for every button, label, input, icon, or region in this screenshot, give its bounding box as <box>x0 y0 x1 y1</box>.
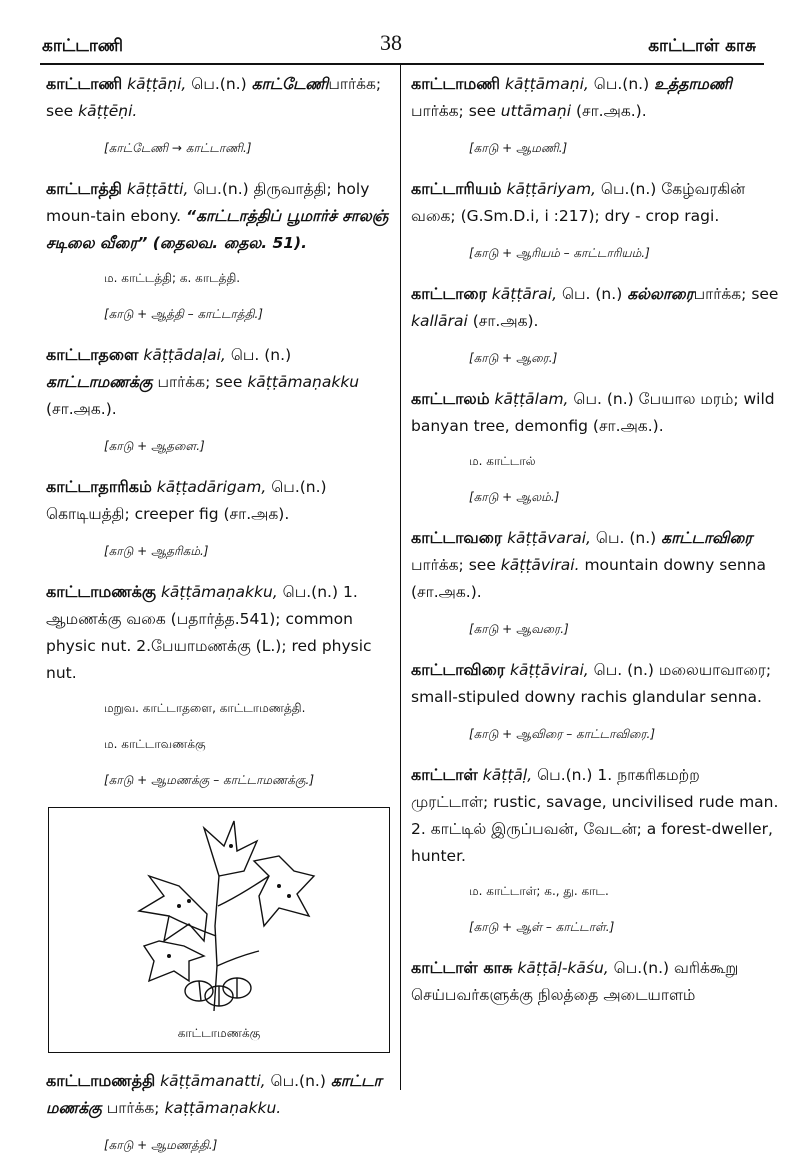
citation-quote: “காட்டாத்திப் பூமார்ச் சாலஞ் சடிலை வீரை” (தைலவ. தைல. 51). <box>46 207 389 252</box>
headword: காட்டாரை <box>411 284 487 303</box>
dictionary-entry <box>46 578 392 687</box>
cross-reference-transliteration: kaṭṭāmaṇakku. <box>164 1099 282 1117</box>
etymology: [காடு + ஆமணத்தி.] <box>104 1138 218 1152</box>
headword: காட்டாதளை <box>46 345 139 364</box>
dictionary-entry <box>411 175 781 230</box>
definition: பார்க்க; see <box>46 75 382 120</box>
definition: பேயால மரம்; wild banyan tree, demonfig (சா.அக.). <box>411 390 775 435</box>
dictionary-entry <box>411 524 781 606</box>
etymology: [காடு + ஆதளை.] <box>104 439 205 453</box>
definition: மலையாவாரை; small-stipuled downy rachis glandular senna. <box>411 661 772 706</box>
header-guide-word-left: காட்டாணி <box>42 36 123 56</box>
part-of-speech: பெ.(n.) <box>282 583 339 601</box>
cross-reference-transliteration: kāṭṭāvirai. <box>500 556 580 574</box>
transliteration: kāṭṭāvarai, <box>507 529 591 547</box>
transliteration: kāṭṭāvirai, <box>509 661 589 679</box>
part-of-speech: பெ.(n.) <box>600 180 657 198</box>
part-of-speech: பெ. (n.) <box>593 661 654 679</box>
definition: பார்க்க; see <box>411 102 496 120</box>
cognates-note: ம. காட்டத்தி; க. காடத்தி. <box>104 271 241 285</box>
definition: கேழ்வரகின் வகை; (G.Sm.D.i, i :217); dry - crop ragi. <box>411 180 746 225</box>
dictionary-entry <box>411 280 781 335</box>
definition: வரிக்கூறு செய்பவர்களுக்கு நிலத்தை அடையாளம் <box>411 959 739 1004</box>
dictionary-entry <box>46 175 392 257</box>
etymology: [காட்டேணி → காட்டாணி.] <box>104 141 252 155</box>
dictionary-entry <box>46 1067 392 1122</box>
cognates-note: ம. காட்டால் <box>469 454 536 468</box>
transliteration: kāṭṭāmanatti, <box>160 1072 266 1090</box>
cross-reference: காட்டாவிரை <box>661 529 753 547</box>
part-of-speech: பெ.(n.) <box>193 180 249 198</box>
etymology: [காடு + ஆரியம் – காட்டாரியம்.] <box>469 246 650 260</box>
dictionary-entry <box>46 341 392 423</box>
header-divider <box>40 63 764 65</box>
cross-reference-transliteration: kāṭṭēṇi. <box>78 102 138 120</box>
synonyms-note: மறுவ. காட்டாதளை, காட்டாமணத்தி. <box>104 701 306 715</box>
headword: காட்டாள் காசு <box>411 958 513 977</box>
headword: காட்டாமணி <box>411 74 501 93</box>
headword: காட்டாணி <box>46 74 123 93</box>
dictionary-entry <box>411 656 781 711</box>
part-of-speech: பெ. (n.) <box>573 390 634 408</box>
transliteration: kāṭṭāmaṇakku, <box>160 583 278 601</box>
column-divider <box>400 64 401 1090</box>
dictionary-entry <box>411 70 781 125</box>
transliteration: kāṭṭāḷ, <box>482 766 533 784</box>
source: (சா.அக.). <box>575 102 647 120</box>
headword: காட்டாதாரிகம் <box>46 477 152 496</box>
etymology: [காடு + ஆமணி.] <box>469 141 568 155</box>
cognates-note: ம. காட்டாள்; க., து. காட. <box>469 884 609 898</box>
cross-reference: உத்தாமணி <box>654 75 732 93</box>
part-of-speech: பெ.(n.) <box>191 75 247 93</box>
transliteration: kāṭṭāḷ-kāśu, <box>517 959 609 977</box>
part-of-speech: பெ. (n.) <box>595 529 657 547</box>
dictionary-entry <box>46 473 392 528</box>
part-of-speech: பெ. (n.) <box>561 285 623 303</box>
part-of-speech: பெ.(n.) <box>271 478 327 496</box>
source: (சா.அக.). <box>46 400 117 418</box>
cross-reference: கல்லாரை <box>627 285 694 303</box>
headword: காட்டாமணக்கு <box>46 582 157 601</box>
cross-reference-transliteration: kallārai <box>411 312 468 330</box>
cross-reference-transliteration: uttāmaṇi <box>500 102 572 120</box>
etymology: [காடு + ஆவிரை – காட்டாவிரை.] <box>469 727 656 741</box>
transliteration: kāṭṭārai, <box>491 285 557 303</box>
definition: பார்க்க; see <box>693 285 779 303</box>
cross-reference: காட்டாமணக்கு <box>46 373 153 391</box>
definition: 1. ஆமணக்கு வகை (பதார்த்த.541); common physic nut. 2.பேயாமணக்கு (L.); red physic nut. <box>46 583 372 682</box>
dictionary-entry <box>46 70 392 125</box>
headword: காட்டாள் <box>411 765 478 784</box>
transliteration: kāṭṭātti, <box>126 180 189 198</box>
header-guide-word-right: காட்டாள் காசு <box>648 36 756 56</box>
definition: கொடியத்தி; creeper fig (சா.அக). <box>46 505 290 523</box>
headword: காட்டாவிரை <box>411 660 506 679</box>
etymology: [காடு + ஆதரிகம்.] <box>104 544 209 558</box>
dictionary-entry <box>411 954 781 1009</box>
cognates-note: ம. காட்டாவணக்கு <box>104 737 206 751</box>
definition: பார்க்க; see <box>157 373 243 391</box>
source: (சா.அக). <box>472 312 539 330</box>
headword: காட்டாலம் <box>411 389 490 408</box>
castor-plant-illustration <box>119 816 319 1016</box>
etymology: [காடு + ஆத்தி – காட்டாத்தி.] <box>104 307 263 321</box>
headword: காட்டாரியம் <box>411 179 502 198</box>
definition: பார்க்க; <box>106 1099 160 1117</box>
transliteration: kāṭṭādaḷai, <box>143 346 226 364</box>
definition: பார்க்க; see <box>411 556 496 574</box>
cross-reference-transliteration: kāṭṭāmaṇakku <box>247 373 360 391</box>
transliteration: kāṭṭāṇi, <box>127 75 187 93</box>
right-column <box>411 70 781 1021</box>
page-number: 38 <box>380 30 402 55</box>
part-of-speech: பெ. (n.) <box>230 346 292 364</box>
dictionary-entry <box>411 761 781 870</box>
dictionary-entry <box>411 385 781 440</box>
definition-continued: mountain downy senna (சா.அக.). <box>411 556 766 601</box>
etymology: [காடு + ஆமணக்கு – காட்டாமணக்கு.] <box>104 773 315 787</box>
part-of-speech: பெ.(n.) <box>537 766 593 784</box>
cross-reference: காட்டா மணக்கு <box>46 1072 382 1117</box>
part-of-speech: பெ.(n.) <box>613 959 670 977</box>
transliteration: kāṭṭadārigam, <box>156 478 267 496</box>
transliteration: kāṭṭāriyam, <box>506 180 596 198</box>
etymology: [காடு + ஆள் – காட்டாள்.] <box>469 920 615 934</box>
headword: காட்டாமணத்தி <box>46 1071 156 1090</box>
cross-reference: காட்டேணி <box>251 75 329 93</box>
definition: திருவாத்தி; holy moun-tain ebony. <box>46 180 370 225</box>
plant-illustration-figure <box>48 807 390 1053</box>
transliteration: kāṭṭālam, <box>494 390 569 408</box>
page-header <box>0 0 800 64</box>
left-column <box>46 70 392 1172</box>
transliteration: kāṭṭāmaṇi, <box>505 75 589 93</box>
etymology: [காடு + ஆரை.] <box>469 351 558 365</box>
part-of-speech: பெ.(n.) <box>270 1072 326 1090</box>
etymology: [காடு + ஆலம்.] <box>469 490 560 504</box>
headword: காட்டாத்தி <box>46 179 122 198</box>
headword: காட்டாவரை <box>411 528 503 547</box>
etymology: [காடு + ஆவரை.] <box>469 622 569 636</box>
definition: 1. நாகரிகமற்ற முரட்டாள்; rustic, savage, uncivilised rude man. 2. காட்டில் இருப்பவன், வேடன்; a forest-dweller, hunter. <box>411 766 779 865</box>
part-of-speech: பெ.(n.) <box>593 75 650 93</box>
figure-caption: காட்டாமணக்கு <box>177 1026 261 1040</box>
